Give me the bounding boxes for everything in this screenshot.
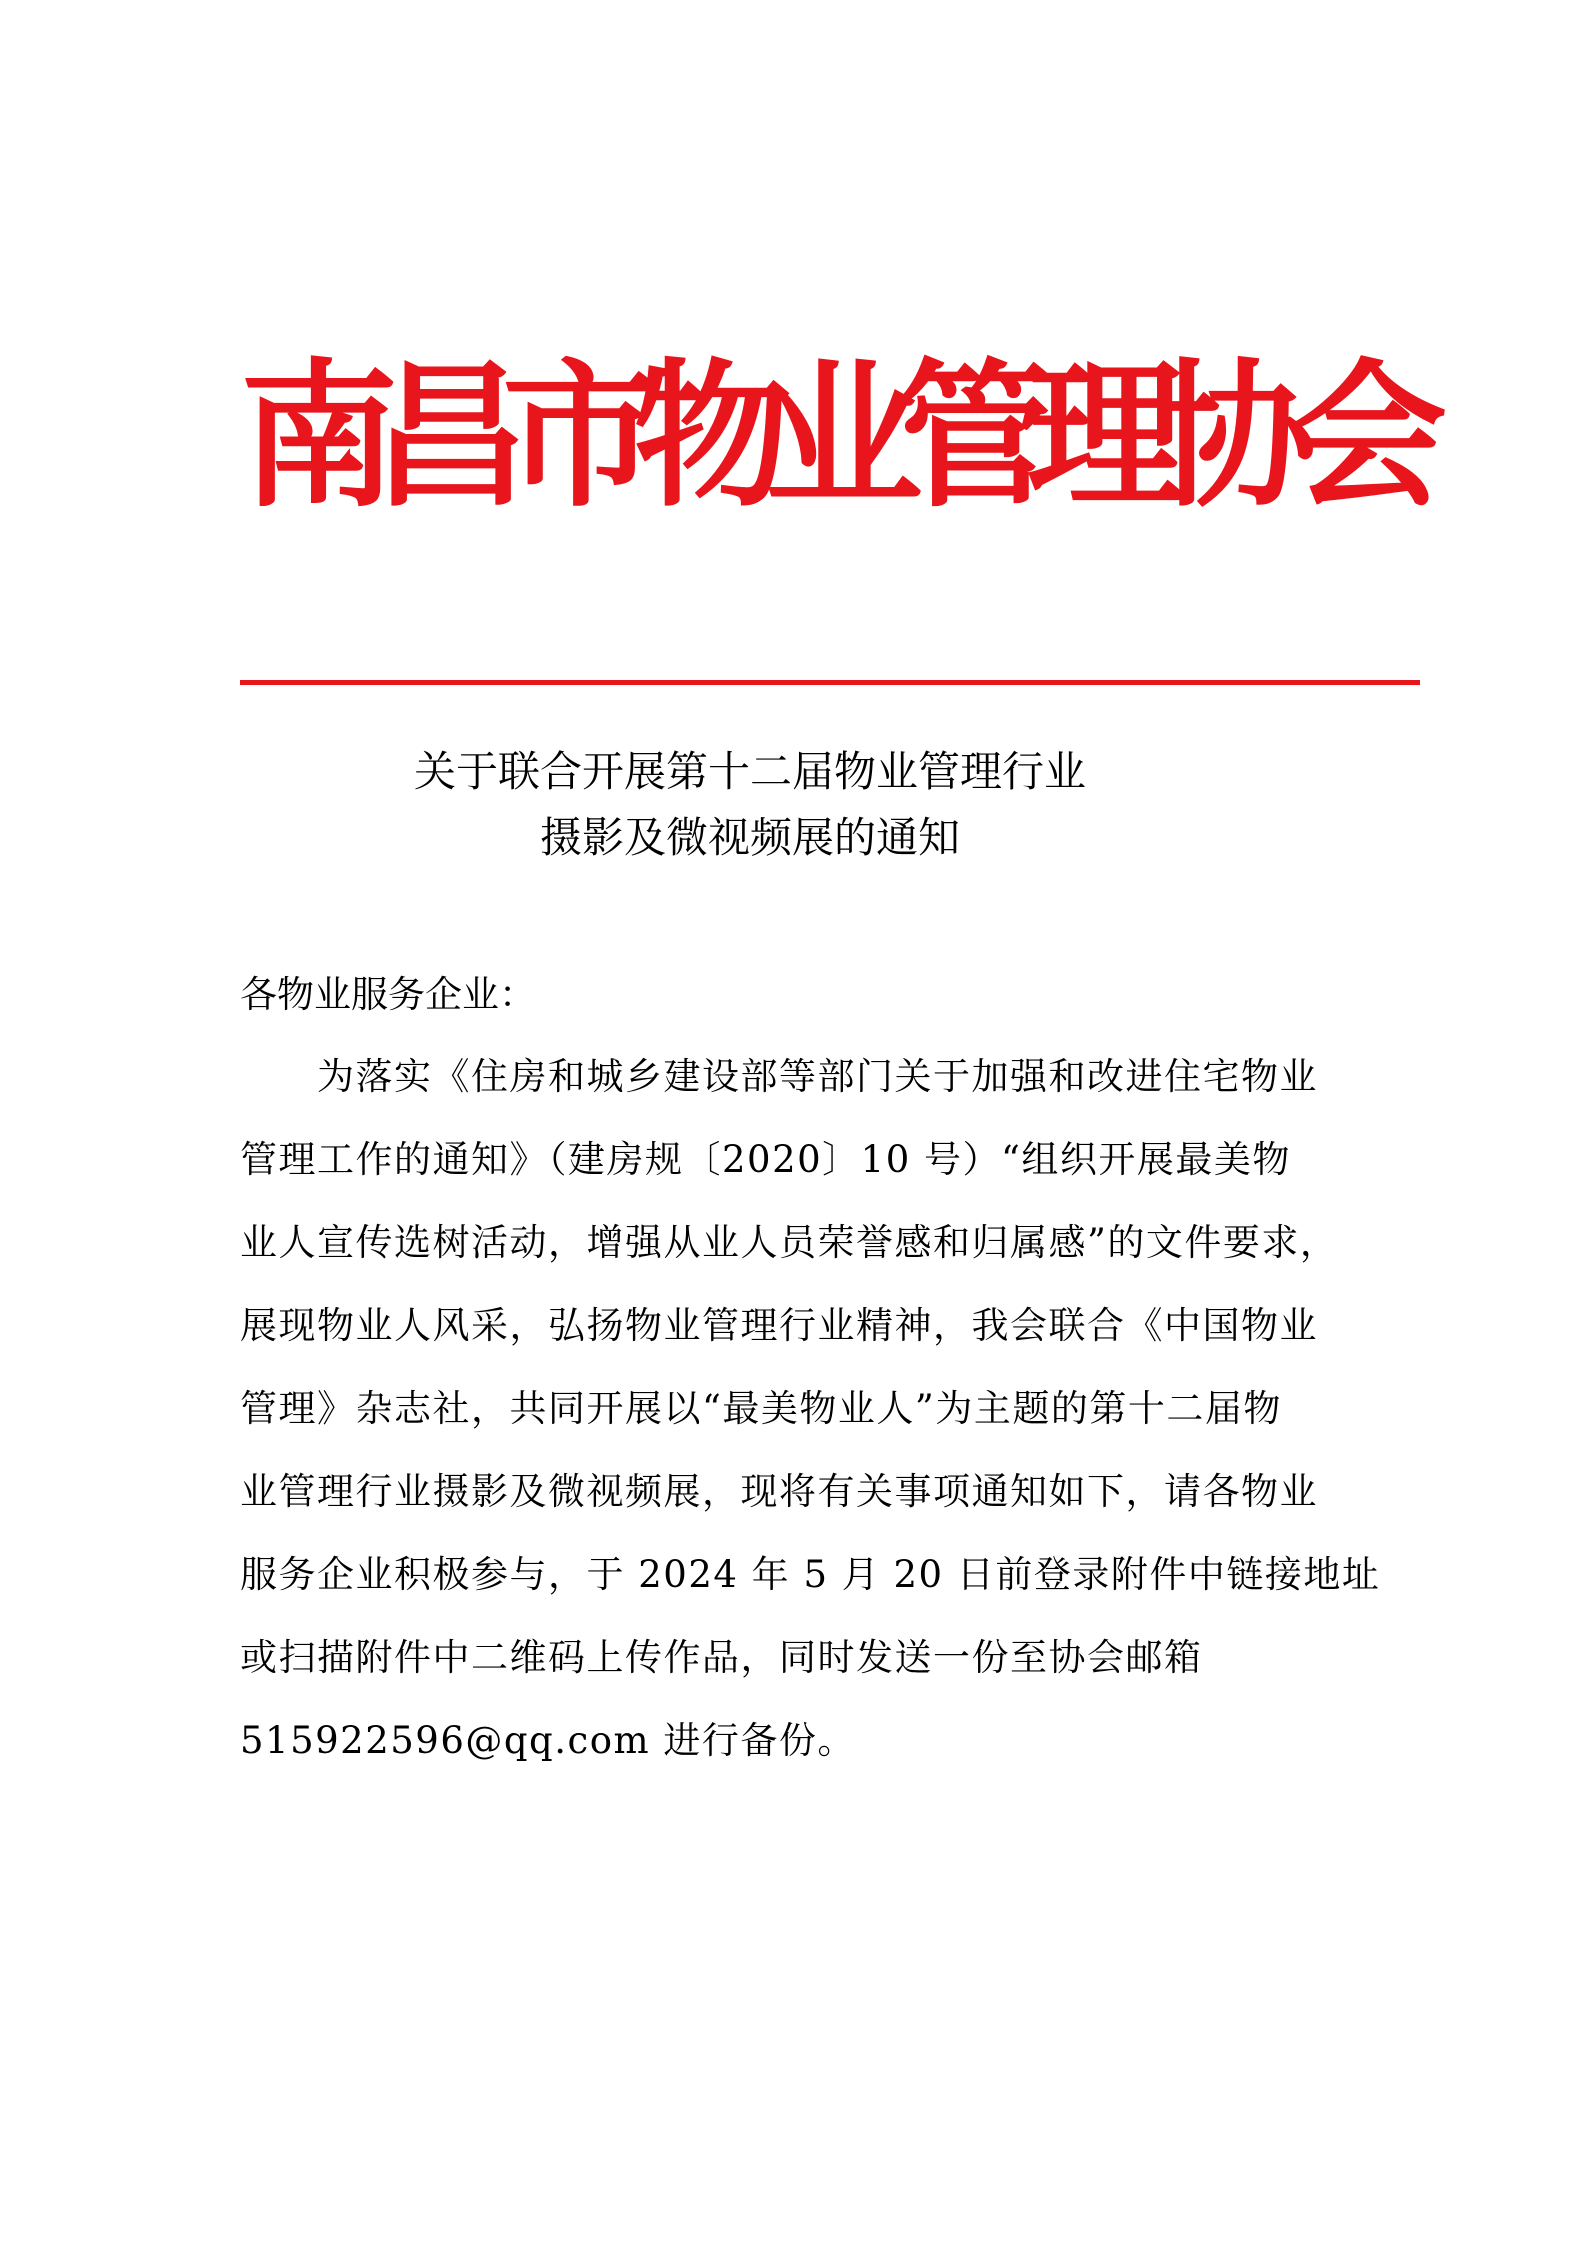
- body-line: 管理》杂志社，共同开展以“最美物业人”为主题的第十二届物: [240, 1387, 1282, 1430]
- org-name-char: 业: [764, 345, 923, 529]
- org-name-char: 市: [502, 345, 661, 529]
- body-line: 展现物业人风采，弘扬物业管理行业精神，我会联合《中国物业: [240, 1304, 1318, 1347]
- org-name-char: 管: [895, 345, 1054, 529]
- document-title-line-1: 关于联合开展第十二届物业管理行业: [413, 747, 1086, 796]
- org-name-char: 理: [1026, 345, 1185, 529]
- body-line: 管理工作的通知》（建房规〔2020〕10 号）“组织开展最美物: [240, 1138, 1291, 1181]
- organization-header: [240, 345, 1447, 530]
- org-name-char: 南: [240, 345, 398, 529]
- org-name-char: 会: [1289, 345, 1447, 529]
- org-name-char: 昌: [371, 345, 530, 529]
- body-line: 服务企业积极参与，于 2024 年 5 月 20 日前登录附件中链接地址: [240, 1553, 1381, 1596]
- body-line: 业管理行业摄影及微视频展，现将有关事项通知如下，请各物业: [240, 1470, 1318, 1513]
- body-line: 为落实《住房和城乡建设部等部门关于加强和改进住宅物业: [240, 1055, 1318, 1098]
- salutation: 各物业服务企业：: [240, 973, 536, 1016]
- org-name-char: 协: [1157, 345, 1316, 529]
- document-title-line-2: 摄影及微视频展的通知: [539, 813, 960, 862]
- body-line: 业人宣传选树活动，增强从业人员荣誉感和归属感”的文件要求，: [240, 1221, 1339, 1264]
- org-name-char: 物: [633, 345, 792, 529]
- body-line: 或扫描附件中二维码上传作品，同时发送一份至协会邮箱: [240, 1636, 1203, 1679]
- body-line: 515922596@qq.com 进行备份。: [240, 1719, 856, 1762]
- header-divider: [240, 680, 1420, 685]
